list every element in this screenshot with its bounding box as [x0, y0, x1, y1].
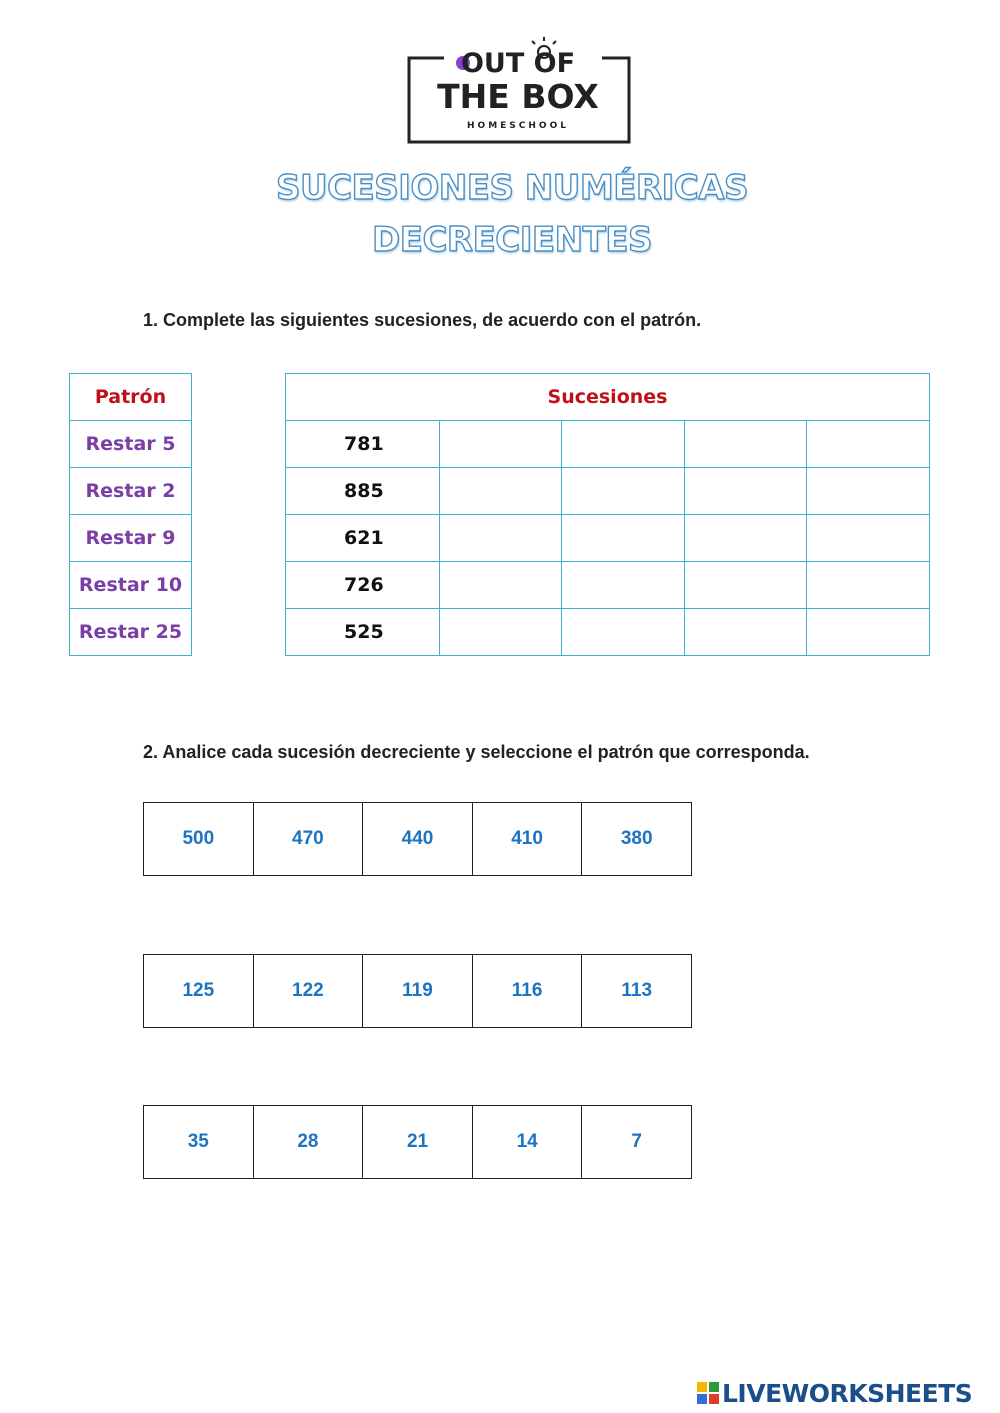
sequence-number: 116	[472, 955, 582, 1028]
answer-cell[interactable]	[807, 609, 930, 656]
sequence-number: 113	[582, 955, 692, 1028]
logo-square	[697, 1382, 707, 1392]
answer-cell[interactable]	[562, 609, 685, 656]
sequence-row	[286, 421, 930, 468]
sequence-number: 470	[253, 803, 363, 876]
answer-cell[interactable]	[807, 562, 930, 609]
sequence-start-value: 621	[286, 515, 440, 562]
pattern-cell: Restar 10	[70, 562, 192, 609]
logo-square	[697, 1394, 707, 1404]
pattern-cell: Restar 9	[70, 515, 192, 562]
sequence-row	[286, 468, 930, 515]
sequence-number: 14	[472, 1106, 582, 1179]
page-title-line1: SUCESIONES NUMÉRICAS	[275, 168, 749, 208]
sequence-number: 21	[363, 1106, 473, 1179]
sequence-start-value: 726	[286, 562, 440, 609]
exercise2-instruction: 2. Analice cada sucesión decreciente y seleccione el patrón que corresponda.	[143, 742, 810, 762]
answer-cell[interactable]	[439, 562, 562, 609]
exercise1-instruction: 1. Complete las siguientes sucesiones, de acuerdo con el patrón.	[143, 310, 702, 330]
sequence-number: 7	[582, 1106, 692, 1179]
sequence-number: 440	[363, 803, 473, 876]
sequence-start-value: 525	[286, 609, 440, 656]
answer-cell[interactable]	[684, 515, 807, 562]
sequence-row	[286, 609, 930, 656]
pattern-cell: Restar 2	[70, 468, 192, 515]
sequence-number: 28	[253, 1106, 363, 1179]
answer-cell[interactable]	[562, 468, 685, 515]
liveworksheets-watermark	[697, 1376, 972, 1410]
answer-cell[interactable]	[562, 515, 685, 562]
sequence-table	[285, 373, 930, 656]
sequence-row	[286, 515, 930, 562]
pattern-cell: Restar 5	[70, 421, 192, 468]
answer-cell[interactable]	[439, 421, 562, 468]
sequence-header: Sucesiones	[286, 374, 930, 421]
logo-line2: THE BOX	[437, 77, 599, 116]
answer-cell[interactable]	[439, 609, 562, 656]
sequence-number: 35	[144, 1106, 254, 1179]
sequence-box[interactable]	[143, 954, 692, 1028]
watermark-text: LIVEWORKSHEETS	[722, 1378, 973, 1408]
sequence-start-value: 781	[286, 421, 440, 468]
pattern-table	[69, 373, 192, 656]
sequence-number: 119	[363, 955, 473, 1028]
answer-cell[interactable]	[807, 421, 930, 468]
sequence-number: 410	[472, 803, 582, 876]
answer-cell[interactable]	[439, 515, 562, 562]
logo-line1: OUT OF	[460, 48, 576, 79]
sequence-row	[286, 562, 930, 609]
answer-cell[interactable]	[562, 562, 685, 609]
logo-square	[709, 1382, 719, 1392]
answer-cell[interactable]	[562, 421, 685, 468]
sequence-box[interactable]	[143, 1105, 692, 1179]
pattern-cell: Restar 25	[70, 609, 192, 656]
sequence-number: 500	[144, 803, 254, 876]
sequence-number: 125	[144, 955, 254, 1028]
answer-cell[interactable]	[684, 468, 807, 515]
answer-cell[interactable]	[807, 515, 930, 562]
answer-cell[interactable]	[684, 562, 807, 609]
sequence-number: 380	[582, 803, 692, 876]
logo-line3: HOMESCHOOL	[467, 121, 569, 131]
page-title-line2: DECRECIENTES	[372, 220, 652, 260]
sequence-start-value: 885	[286, 468, 440, 515]
liveworksheets-logo-icon	[697, 1382, 719, 1404]
answer-cell[interactable]	[684, 609, 807, 656]
pattern-header: Patrón	[70, 374, 192, 421]
logo-square	[709, 1394, 719, 1404]
sequence-box[interactable]	[143, 802, 692, 876]
sequence-number: 122	[253, 955, 363, 1028]
out-of-the-box-logo	[406, 36, 632, 146]
answer-cell[interactable]	[807, 468, 930, 515]
answer-cell[interactable]	[439, 468, 562, 515]
answer-cell[interactable]	[684, 421, 807, 468]
